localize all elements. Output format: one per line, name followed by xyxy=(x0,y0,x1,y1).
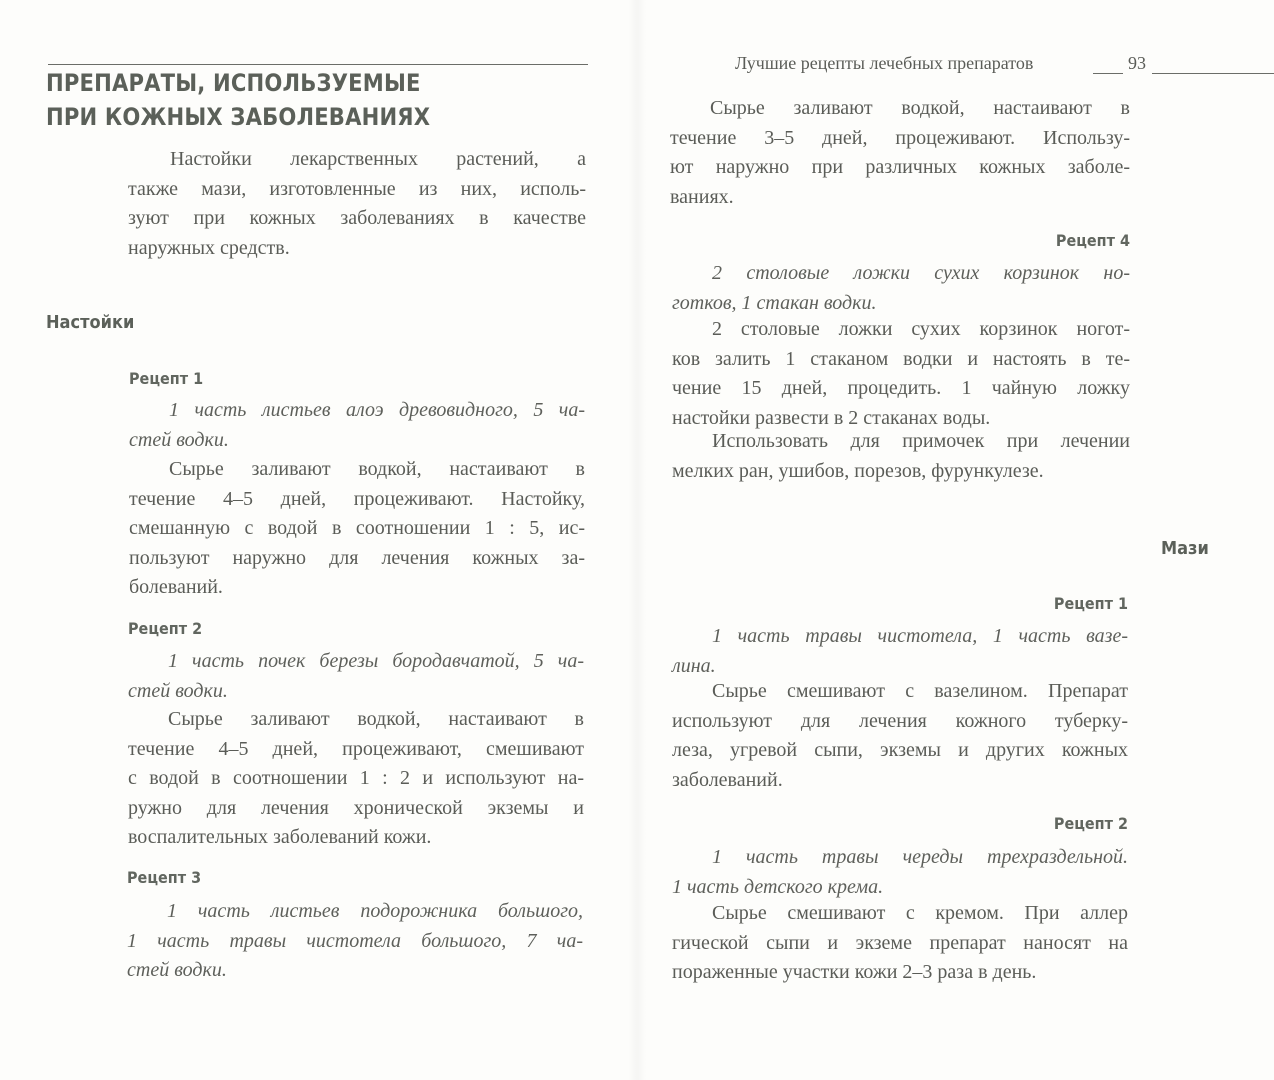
usage-line: Использовать для примочек при лечении xyxy=(712,430,1130,452)
running-head: Лучшие рецепты лечебных препаратов xyxy=(735,53,1034,73)
recipe-instructions xyxy=(672,315,1130,433)
instructions-line: леза, угревой сыпи, экземы и других кожных xyxy=(672,739,1128,761)
continued-line: ют наружно при различных кожных заболе- xyxy=(670,156,1130,178)
intro-line: зуют при кожных заболеваниях в качестве xyxy=(128,207,586,229)
chapter-top-rule xyxy=(48,64,588,65)
recipe-title: Рецепт 4 xyxy=(1055,231,1130,250)
chapter-title-line-1: ПРЕПАРАТЫ, ИСПОЛЬЗУЕМЫЕ xyxy=(46,69,421,97)
continued-paragraph xyxy=(670,94,1130,212)
intro-line: наружных средств. xyxy=(128,236,290,259)
continued-line: течение 3–5 дней, процеживают. Использу- xyxy=(670,126,1130,149)
intro-paragraph xyxy=(128,145,586,263)
instructions-line: ружно для лечения хронической экземы и xyxy=(128,796,584,819)
ingredients-line: стей водки. xyxy=(127,959,227,981)
recipe-ingredients xyxy=(672,622,1128,681)
instructions-line: Сырье смешивают с вазелином. Препарат xyxy=(712,680,1128,702)
recipe-title: Рецепт 2 xyxy=(1053,814,1128,833)
recipe-usage xyxy=(672,427,1130,486)
ingredients-line: лина. xyxy=(672,654,716,677)
ingredients-line: 1 часть детского крема. xyxy=(672,875,884,898)
instructions-line: Сырье смешивают с кремом. При аллер xyxy=(712,902,1128,924)
continued-line: ваниях. xyxy=(670,185,734,208)
recipe-ingredients xyxy=(672,843,1128,902)
recipe-title: Рецепт 1 xyxy=(129,369,204,388)
chapter-title-line-2: ПРИ КОЖНЫХ ЗАБОЛЕВАНИЯХ xyxy=(46,103,431,131)
recipe-ingredients xyxy=(129,396,585,455)
instructions-line: пользуют наружно для лечения кожных за- xyxy=(129,546,585,569)
recipe-instructions xyxy=(672,677,1128,795)
recipe-ingredients xyxy=(127,897,583,986)
ingredients-line: 1 часть травы чистотела, 1 часть вазе- xyxy=(712,625,1128,647)
ingredients-line: 1 часть травы чистотела большого, 7 ча- xyxy=(127,929,583,952)
instructions-line: течение 4–5 дней, процеживают. Настойку, xyxy=(129,487,585,510)
recipe-ingredients xyxy=(128,647,584,706)
ingredients-line: 1 часть травы череды трехраздельной. xyxy=(712,846,1128,868)
recipe-ingredients xyxy=(672,259,1130,318)
instructions-line: воспалительных заболеваний кожи. xyxy=(128,826,432,848)
instructions-line: гической сыпи и экземе препарат наносят на xyxy=(672,931,1128,954)
section-title-tinctures: Настойки xyxy=(46,312,135,333)
instructions-line: смешанную с водой в соотношении 1 : 5, ис- xyxy=(129,517,585,539)
running-head-rule-left xyxy=(1093,73,1123,74)
ingredients-line: готков, 1 стакан водки. xyxy=(672,291,877,314)
recipe-instructions xyxy=(672,899,1128,988)
instructions-line: чение 15 дней, процедить. 1 чайную ложку xyxy=(672,377,1130,399)
instructions-line: течение 4–5 дней, процеживают, смешивают xyxy=(128,737,584,760)
instructions-line: заболеваний. xyxy=(672,768,783,791)
recipe-title: Рецепт 2 xyxy=(128,619,203,638)
recipe-instructions xyxy=(128,705,584,853)
ingredients-line: 2 столовые ложки сухих корзинок но- xyxy=(712,262,1130,284)
instructions-line: ков залить 1 стаканом водки и настоять в те- xyxy=(672,347,1130,370)
running-head-rule-right xyxy=(1152,73,1274,74)
usage-line: мелких ран, ушибов, порезов, фурункулезе. xyxy=(672,459,1044,482)
recipe-title: Рецепт 1 xyxy=(1053,594,1128,613)
instructions-line: 2 столовые ложки сухих корзинок ногот- xyxy=(712,318,1130,340)
page-number: 93 xyxy=(1128,53,1146,73)
instructions-line: Сырье заливают водкой, настаивают в xyxy=(169,458,585,480)
recipe-instructions xyxy=(129,455,585,603)
ingredients-line: стей водки. xyxy=(128,679,228,702)
instructions-line: с водой в соотношении 1 : 2 и используют на- xyxy=(128,767,584,789)
instructions-line: болеваний. xyxy=(129,576,223,598)
recipe-title: Рецепт 3 xyxy=(127,868,202,887)
chapter-title xyxy=(46,66,539,134)
ingredients-line: 1 часть листьев алоэ древовидного, 5 ча- xyxy=(169,399,585,421)
section-title-ointments: Мази xyxy=(1161,538,1209,559)
ingredients-line: 1 часть листьев подорожника большого, xyxy=(167,900,583,922)
continued-line: Сырье заливают водкой, настаивают в xyxy=(710,97,1130,119)
intro-line: также мази, изготовленные из них, исполь- xyxy=(128,177,586,200)
intro-line: Настойки лекарственных растений, а xyxy=(170,148,586,170)
ingredients-line: стей водки. xyxy=(129,428,229,451)
instructions-line: Сырье заливают водкой, настаивают в xyxy=(168,708,584,730)
instructions-line: настойки развести в 2 стаканах воды. xyxy=(672,406,991,429)
ingredients-line: 1 часть почек березы бородавчатой, 5 ча- xyxy=(168,650,584,672)
instructions-line: используют для лечения кожного туберку- xyxy=(672,709,1128,732)
instructions-line: пораженные участки кожи 2–3 раза в день. xyxy=(672,961,1037,983)
